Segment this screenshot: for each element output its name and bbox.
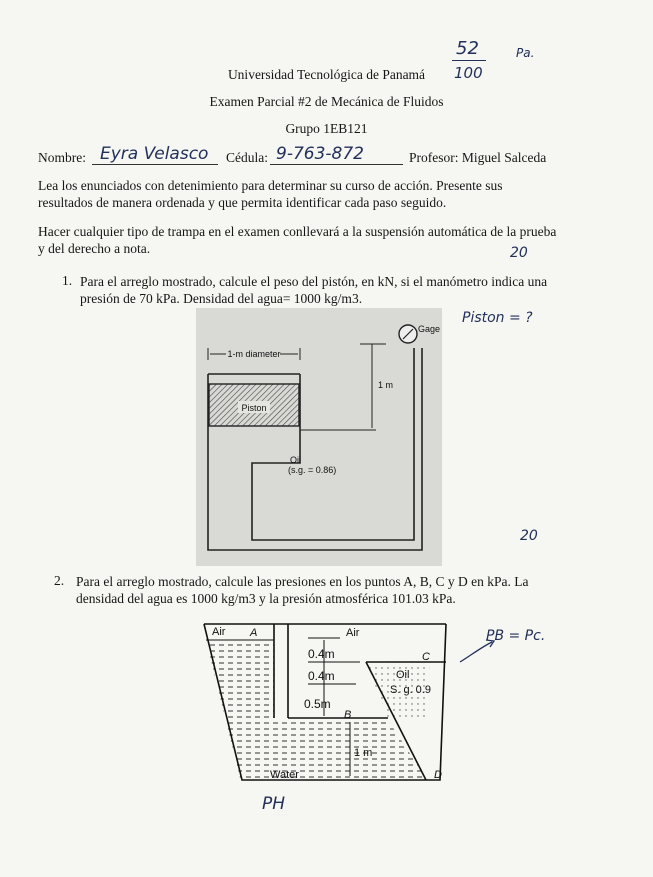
piston-label: Piston [241, 403, 267, 413]
q2-note-arrow [458, 636, 498, 666]
id-label: Cédula: [226, 150, 268, 165]
name-label: Nombre: [38, 150, 86, 165]
q2-number: 2. [54, 573, 65, 588]
depth-3-label: 0.5m [304, 697, 331, 711]
depth-2-label: 0.4m [308, 669, 335, 683]
q2-diagram [200, 618, 460, 786]
university-title: Universidad Tecnológica de Panamá [227, 67, 426, 82]
exam-title: Examen Parcial #2 de Mecánica de Fluidos [209, 94, 444, 109]
q1-text: Para el arreglo mostrado, calcule el peso del pistón, en kN, si el manómetro indica una presión de 70 kPa. Densidad del agua= 1000 kg/m3. [80, 274, 548, 306]
oil-label: Oil [290, 455, 301, 465]
name-value: Eyra Velasco [100, 144, 209, 164]
grade-fraction-line [452, 60, 486, 61]
id-value: 9-763-872 [276, 144, 364, 164]
air-left-label: Air [212, 626, 226, 638]
q1-figure-background [196, 308, 442, 566]
group-title: Grupo 1EB121 [285, 121, 368, 136]
instructions-paragraph-1: Lea los enunciados con detenimiento para determinar su curso de acción. Presente sus resultados de manera ordenada y que permita identificar cada paso seguido. [38, 178, 503, 210]
left-water-region [206, 640, 274, 778]
air-right-label: Air [346, 627, 360, 639]
point-b-label: B [344, 709, 352, 721]
height-label: 1 m [378, 380, 394, 390]
point-c-label: C [422, 651, 430, 663]
oil-sg-label-2: S. g. 0.9 [390, 684, 431, 696]
q2-text: Para el arreglo mostrado, calcule las presiones en los puntos A, B, C y D en kPa. La densidad del agua es 1000 kg/m3 y la presión atmosférica 101.03 kPa. [76, 574, 529, 606]
q1-note: Piston = ? [462, 310, 533, 326]
grade-note: Pa. [516, 46, 535, 60]
instructions-paragraph-2: Hacer cualquier tipo de trampa en el examen conllevará a la suspensión automática de la prueba y del derecho a nota. [38, 224, 557, 256]
grade-numerator: 52 [456, 38, 479, 59]
name-underline [92, 164, 218, 165]
gage-label: Gage [418, 324, 441, 334]
diameter-label: 1-m diameter [227, 349, 281, 359]
oil-label-2: Oil [396, 669, 410, 681]
q1-number: 1. [62, 273, 73, 288]
depth-4-label: 1 m [354, 747, 373, 759]
grade-denominator: 100 [454, 64, 483, 82]
professor-label: Profesor: Miguel Salceda [409, 150, 547, 165]
id-underline [270, 164, 403, 165]
point-a-label: A [250, 627, 258, 639]
depth-1-label: 0.4m [308, 647, 335, 661]
q1-score-2: 20 [520, 528, 538, 544]
q2-note: PB = Pc. [486, 628, 546, 644]
q1-diagram [196, 308, 442, 566]
q1-score: 20 [510, 245, 528, 261]
oil-sg-label: (s.g. = 0.86) [288, 465, 337, 475]
water-label: Water [270, 769, 299, 781]
q2-note-2: PH [262, 794, 286, 814]
point-d-label: D [434, 769, 442, 781]
